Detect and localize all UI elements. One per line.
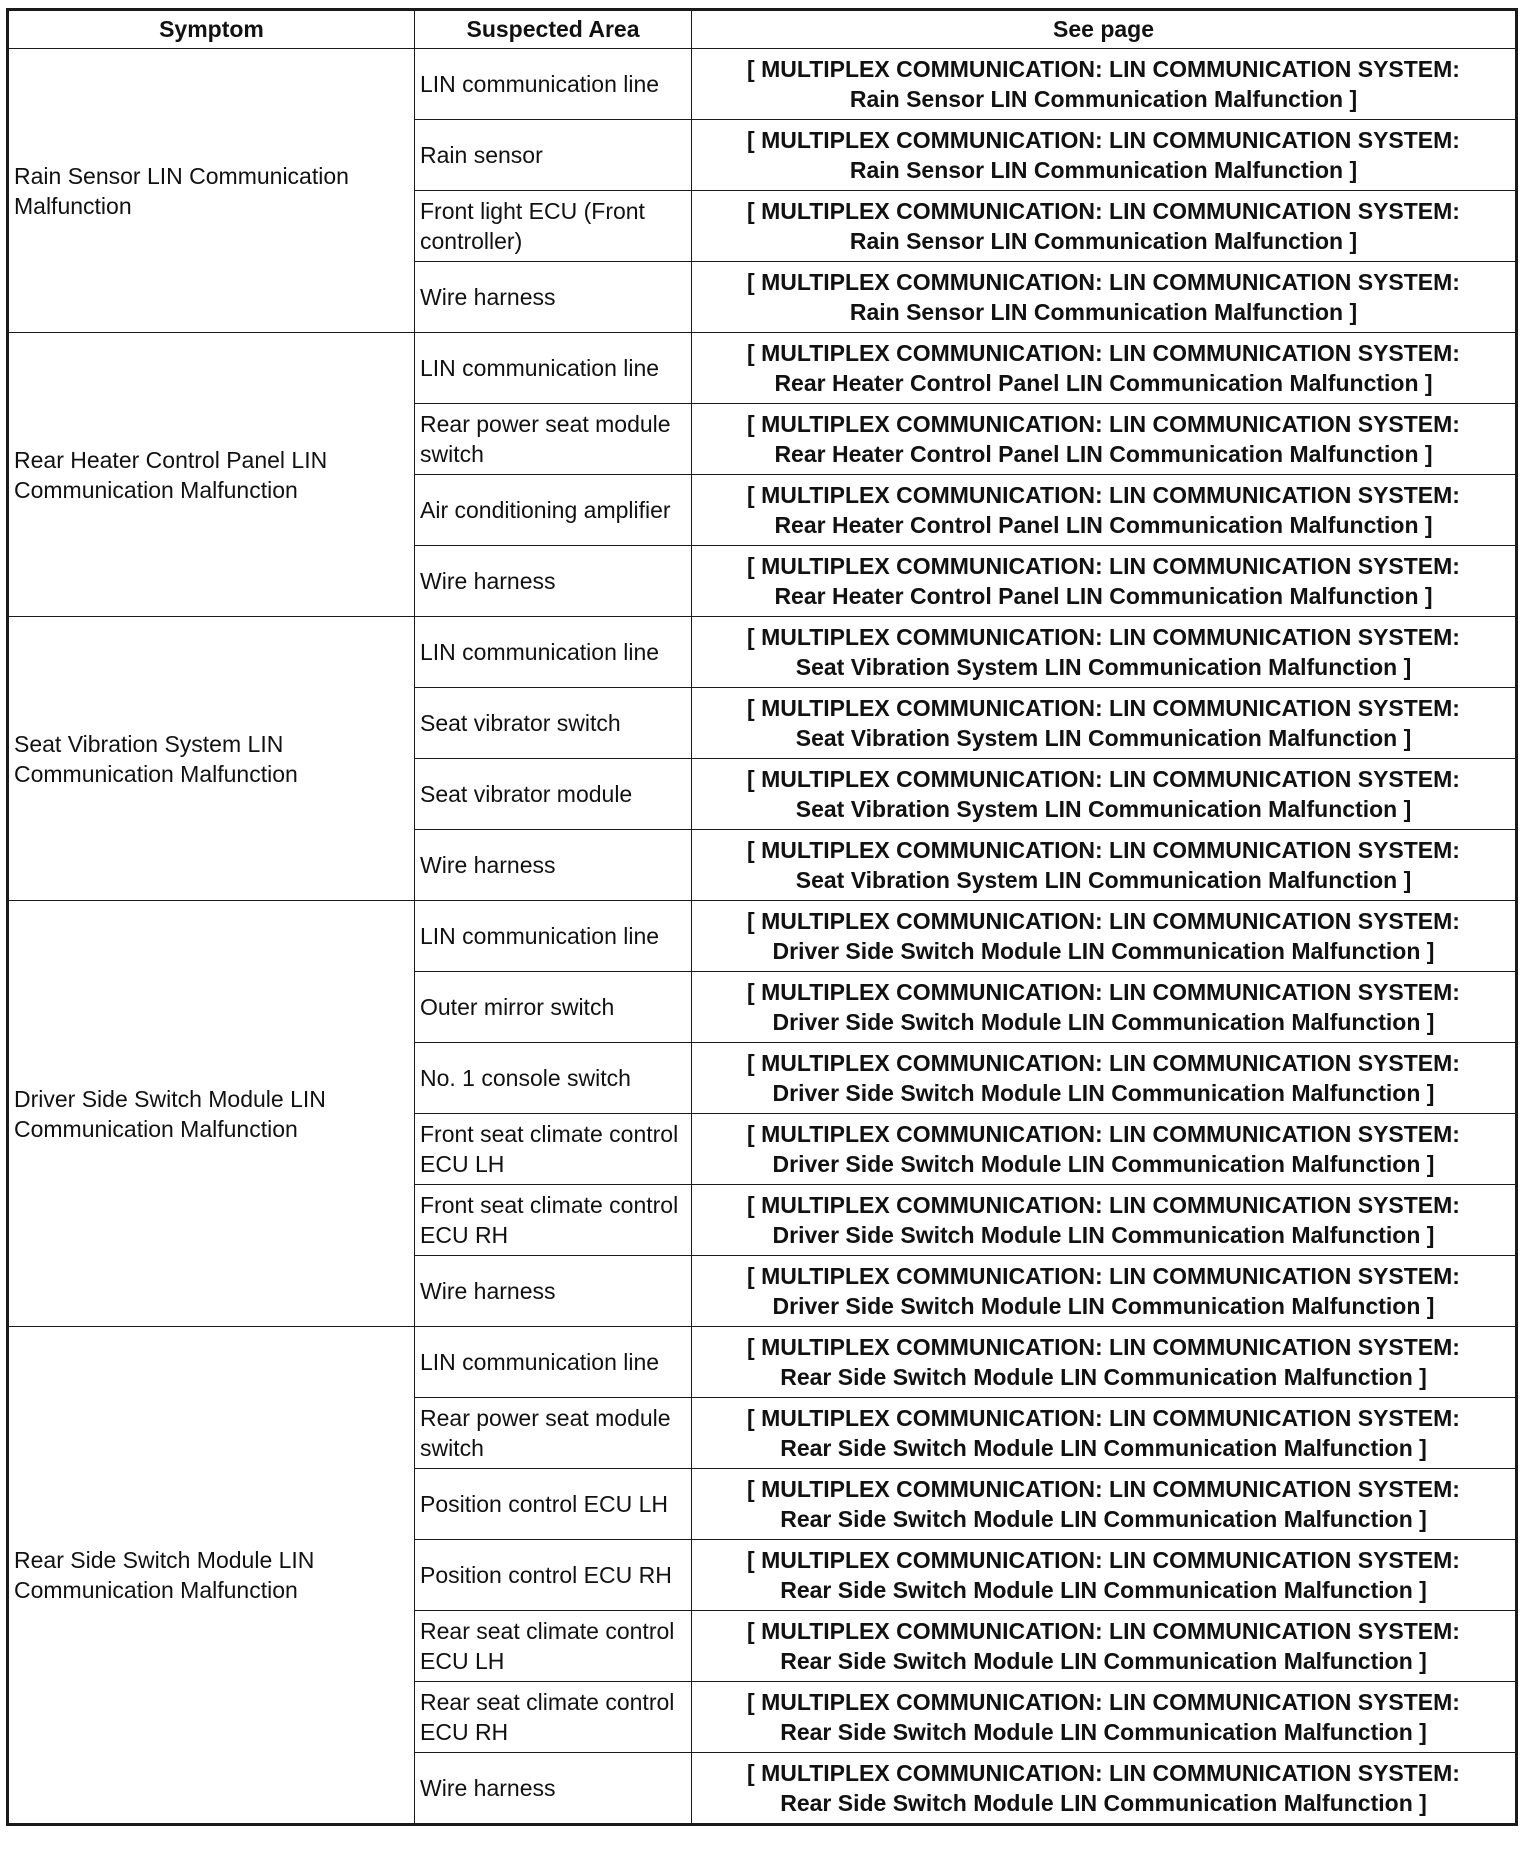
- header-suspected-area: Suspected Area: [415, 10, 692, 49]
- symptom-cell: Rear Heater Control Panel LIN Communication Malfunction: [8, 333, 415, 617]
- see-page-link-line1[interactable]: [ MULTIPLEX COMMUNICATION: LIN COMMUNICATION SYSTEM:: [747, 979, 1460, 1005]
- see-page-link-line2[interactable]: Rear Side Switch Module LIN Communication Malfunction ]: [780, 1648, 1427, 1674]
- see-page-link-line1[interactable]: [ MULTIPLEX COMMUNICATION: LIN COMMUNICATION SYSTEM:: [747, 269, 1460, 295]
- see-page-link-line2[interactable]: Rear Heater Control Panel LIN Communication Malfunction ]: [774, 370, 1433, 396]
- see-page-link-line2[interactable]: Rear Heater Control Panel LIN Communication Malfunction ]: [774, 441, 1433, 467]
- see-page-link-line2[interactable]: Driver Side Switch Module LIN Communication Malfunction ]: [772, 938, 1435, 964]
- see-page-link-line2[interactable]: Driver Side Switch Module LIN Communication Malfunction ]: [772, 1080, 1435, 1106]
- page: [6, 8, 1518, 1826]
- symptom-cell: Seat Vibration System LIN Communication Malfunction: [8, 617, 415, 901]
- see-page-link-line2[interactable]: Rear Heater Control Panel LIN Communication Malfunction ]: [774, 512, 1433, 538]
- see-page-cell: [692, 333, 1517, 404]
- see-page-link-line1[interactable]: [ MULTIPLEX COMMUNICATION: LIN COMMUNICATION SYSTEM:: [747, 482, 1460, 508]
- see-page-link-line1[interactable]: [ MULTIPLEX COMMUNICATION: LIN COMMUNICATION SYSTEM:: [747, 624, 1460, 650]
- table-row: [8, 901, 1517, 972]
- table-row: [8, 333, 1517, 404]
- suspected-area-cell: Front light ECU (Front controller): [415, 191, 692, 262]
- suspected-area-cell: Position control ECU RH: [415, 1540, 692, 1611]
- see-page-cell: [692, 475, 1517, 546]
- see-page-cell: [692, 262, 1517, 333]
- suspected-area-cell: Air conditioning amplifier: [415, 475, 692, 546]
- see-page-cell: [692, 901, 1517, 972]
- suspected-area-cell: Outer mirror switch: [415, 972, 692, 1043]
- see-page-link-line2[interactable]: Seat Vibration System LIN Communication Malfunction ]: [795, 867, 1412, 893]
- see-page-cell: [692, 1114, 1517, 1185]
- see-page-cell: [692, 404, 1517, 475]
- see-page-cell: [692, 1682, 1517, 1753]
- header-row: [8, 10, 1517, 49]
- see-page-link-line2[interactable]: Driver Side Switch Module LIN Communication Malfunction ]: [772, 1222, 1435, 1248]
- see-page-cell: [692, 1540, 1517, 1611]
- suspected-area-cell: Wire harness: [415, 830, 692, 901]
- header-symptom: Symptom: [8, 10, 415, 49]
- suspected-area-cell: Rear seat climate control ECU LH: [415, 1611, 692, 1682]
- see-page-link-line2[interactable]: Rain Sensor LIN Communication Malfunction ]: [849, 299, 1358, 325]
- see-page-link-line2[interactable]: Rain Sensor LIN Communication Malfunction ]: [849, 228, 1358, 254]
- see-page-link-line1[interactable]: [ MULTIPLEX COMMUNICATION: LIN COMMUNICATION SYSTEM:: [747, 1760, 1460, 1786]
- suspected-area-cell: Front seat climate control ECU LH: [415, 1114, 692, 1185]
- see-page-link-line1[interactable]: [ MULTIPLEX COMMUNICATION: LIN COMMUNICATION SYSTEM:: [747, 1263, 1460, 1289]
- see-page-cell: [692, 830, 1517, 901]
- suspected-area-cell: Position control ECU LH: [415, 1469, 692, 1540]
- symptom-cell: Driver Side Switch Module LIN Communication Malfunction: [8, 901, 415, 1327]
- see-page-cell: [692, 1043, 1517, 1114]
- suspected-area-cell: Wire harness: [415, 262, 692, 333]
- suspected-area-cell: LIN communication line: [415, 333, 692, 404]
- suspected-area-cell: Front seat climate control ECU RH: [415, 1185, 692, 1256]
- see-page-link-line1[interactable]: [ MULTIPLEX COMMUNICATION: LIN COMMUNICATION SYSTEM:: [747, 1334, 1460, 1360]
- see-page-link-line1[interactable]: [ MULTIPLEX COMMUNICATION: LIN COMMUNICATION SYSTEM:: [747, 198, 1460, 224]
- see-page-link-line1[interactable]: [ MULTIPLEX COMMUNICATION: LIN COMMUNICATION SYSTEM:: [747, 1050, 1460, 1076]
- suspected-area-cell: Seat vibrator switch: [415, 688, 692, 759]
- suspected-area-cell: Wire harness: [415, 546, 692, 617]
- see-page-link-line1[interactable]: [ MULTIPLEX COMMUNICATION: LIN COMMUNICATION SYSTEM:: [747, 1547, 1460, 1573]
- see-page-cell: [692, 972, 1517, 1043]
- see-page-link-line1[interactable]: [ MULTIPLEX COMMUNICATION: LIN COMMUNICATION SYSTEM:: [747, 695, 1460, 721]
- table-row: [8, 617, 1517, 688]
- see-page-link-line2[interactable]: Rear Side Switch Module LIN Communication Malfunction ]: [780, 1435, 1427, 1461]
- symptom-cell: Rain Sensor LIN Communication Malfunction: [8, 49, 415, 333]
- see-page-cell: [692, 1753, 1517, 1825]
- see-page-link-line2[interactable]: Seat Vibration System LIN Communication Malfunction ]: [795, 654, 1412, 680]
- see-page-link-line1[interactable]: [ MULTIPLEX COMMUNICATION: LIN COMMUNICATION SYSTEM:: [747, 908, 1460, 934]
- see-page-cell: [692, 1327, 1517, 1398]
- see-page-link-line2[interactable]: Driver Side Switch Module LIN Communication Malfunction ]: [772, 1293, 1435, 1319]
- suspected-area-cell: LIN communication line: [415, 617, 692, 688]
- see-page-link-line1[interactable]: [ MULTIPLEX COMMUNICATION: LIN COMMUNICATION SYSTEM:: [747, 56, 1460, 82]
- see-page-link-line2[interactable]: Rear Side Switch Module LIN Communication Malfunction ]: [780, 1790, 1427, 1816]
- suspected-area-cell: LIN communication line: [415, 49, 692, 120]
- suspected-area-cell: Rear seat climate control ECU RH: [415, 1682, 692, 1753]
- table-row: [8, 49, 1517, 120]
- see-page-cell: [692, 617, 1517, 688]
- suspected-area-cell: Wire harness: [415, 1256, 692, 1327]
- see-page-link-line1[interactable]: [ MULTIPLEX COMMUNICATION: LIN COMMUNICATION SYSTEM:: [747, 1121, 1460, 1147]
- suspected-area-cell: No. 1 console switch: [415, 1043, 692, 1114]
- see-page-link-line1[interactable]: [ MULTIPLEX COMMUNICATION: LIN COMMUNICATION SYSTEM:: [747, 1618, 1460, 1644]
- see-page-link-line2[interactable]: Rear Side Switch Module LIN Communication Malfunction ]: [780, 1364, 1427, 1390]
- see-page-link-line1[interactable]: [ MULTIPLEX COMMUNICATION: LIN COMMUNICATION SYSTEM:: [747, 1192, 1460, 1218]
- see-page-link-line2[interactable]: Rear Side Switch Module LIN Communication Malfunction ]: [780, 1506, 1427, 1532]
- see-page-link-line1[interactable]: [ MULTIPLEX COMMUNICATION: LIN COMMUNICATION SYSTEM:: [747, 411, 1460, 437]
- see-page-link-line1[interactable]: [ MULTIPLEX COMMUNICATION: LIN COMMUNICATION SYSTEM:: [747, 1689, 1460, 1715]
- suspected-area-cell: LIN communication line: [415, 1327, 692, 1398]
- see-page-cell: [692, 688, 1517, 759]
- see-page-link-line1[interactable]: [ MULTIPLEX COMMUNICATION: LIN COMMUNICATION SYSTEM:: [747, 553, 1460, 579]
- see-page-link-line2[interactable]: Rain Sensor LIN Communication Malfunction ]: [849, 157, 1358, 183]
- see-page-link-line2[interactable]: Rear Side Switch Module LIN Communication Malfunction ]: [780, 1577, 1427, 1603]
- table-body: [8, 49, 1517, 1825]
- symptom-cell: Rear Side Switch Module LIN Communication Malfunction: [8, 1327, 415, 1825]
- suspected-area-cell: Rear power seat module switch: [415, 1398, 692, 1469]
- see-page-cell: [692, 1185, 1517, 1256]
- see-page-link-line1[interactable]: [ MULTIPLEX COMMUNICATION: LIN COMMUNICATION SYSTEM:: [747, 1405, 1460, 1431]
- see-page-cell: [692, 120, 1517, 191]
- see-page-link-line2[interactable]: Seat Vibration System LIN Communication Malfunction ]: [795, 725, 1412, 751]
- see-page-cell: [692, 759, 1517, 830]
- see-page-link-line2[interactable]: Seat Vibration System LIN Communication Malfunction ]: [795, 796, 1412, 822]
- see-page-link-line2[interactable]: Driver Side Switch Module LIN Communication Malfunction ]: [772, 1151, 1435, 1177]
- see-page-cell: [692, 49, 1517, 120]
- see-page-link-line2[interactable]: Rain Sensor LIN Communication Malfunction ]: [849, 86, 1358, 112]
- header-see-page: See page: [692, 10, 1517, 49]
- symptom-table: [6, 8, 1518, 1826]
- suspected-area-cell: LIN communication line: [415, 901, 692, 972]
- see-page-cell: [692, 1469, 1517, 1540]
- see-page-cell: [692, 546, 1517, 617]
- see-page-link-line2[interactable]: Driver Side Switch Module LIN Communication Malfunction ]: [772, 1009, 1435, 1035]
- table-row: [8, 1327, 1517, 1398]
- see-page-cell: [692, 1398, 1517, 1469]
- see-page-link-line1[interactable]: [ MULTIPLEX COMMUNICATION: LIN COMMUNICATION SYSTEM:: [747, 766, 1460, 792]
- see-page-link-line1[interactable]: [ MULTIPLEX COMMUNICATION: LIN COMMUNICATION SYSTEM:: [747, 340, 1460, 366]
- see-page-cell: [692, 1611, 1517, 1682]
- see-page-link-line1[interactable]: [ MULTIPLEX COMMUNICATION: LIN COMMUNICATION SYSTEM:: [747, 127, 1460, 153]
- see-page-link-line2[interactable]: Rear Heater Control Panel LIN Communication Malfunction ]: [774, 583, 1433, 609]
- see-page-link-line2[interactable]: Rear Side Switch Module LIN Communication Malfunction ]: [780, 1719, 1427, 1745]
- see-page-cell: [692, 191, 1517, 262]
- see-page-link-line1[interactable]: [ MULTIPLEX COMMUNICATION: LIN COMMUNICATION SYSTEM:: [747, 837, 1460, 863]
- suspected-area-cell: Rain sensor: [415, 120, 692, 191]
- see-page-link-line1[interactable]: [ MULTIPLEX COMMUNICATION: LIN COMMUNICATION SYSTEM:: [747, 1476, 1460, 1502]
- see-page-cell: [692, 1256, 1517, 1327]
- suspected-area-cell: Seat vibrator module: [415, 759, 692, 830]
- suspected-area-cell: Wire harness: [415, 1753, 692, 1825]
- suspected-area-cell: Rear power seat module switch: [415, 404, 692, 475]
